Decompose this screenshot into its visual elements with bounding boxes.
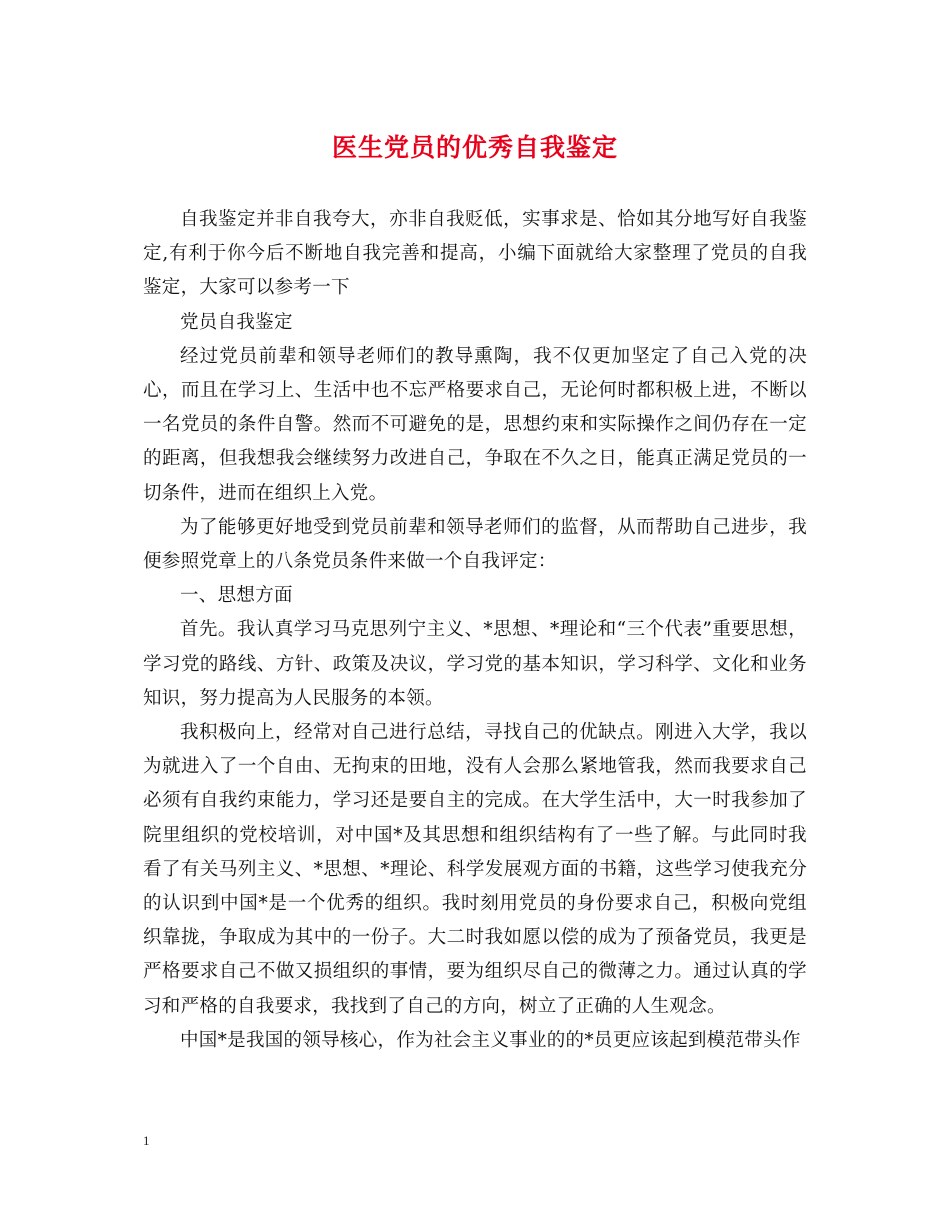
- document-title: 医生党员的优秀自我鉴定: [331, 133, 618, 162]
- paragraph: 我积极向上，经常对自己进行总结，寻找自己的优缺点。刚进入大学，我以为就进入了一个自由、无拘束的田地，没有人会那么紧地管我，然而我要求自己必须有自我约束能力，学习还是要自主的完成。在大学生活中，大一时我参加了院里组织的党校培训，对中国*及其思想和组织结构有了一些了解。与此同时我看了有关马列主义、*思想、*理论、科学发展观方面的书籍，这些学习使我充分的认识到中国*是一个优秀的组织。我时刻用党员的身份要求自己，积极向党组织靠拢，争取成为其中的一份子。大二时我如愿以偿的成为了预备党员，我更是严格要求自己不做又损组织的事情，要为组织尽自己的微薄之力。通过认真的学习和严格的自我要求，我找到了自己的方向，树立了正确的人生观念。: [143, 722, 807, 1017]
- section-heading: 党员自我鉴定: [180, 311, 293, 333]
- paragraph: 首先。我认真学习马克思列宁主义、*思想、*理论和“三个代表”重要思想，学习党的路线、方针、政策及决议，学习党的基本知识，学习科学、文化和业务知识，努力提高为人民服务的本领。: [143, 619, 807, 709]
- paragraph: 为了能够更好地受到党员前辈和领导老师们的监督，从而帮助自己进步，我便参照党章上的八条党员条件来做一个自我评定：: [143, 516, 807, 573]
- document-body: [143, 203, 807, 1058]
- section-heading: 一、思想方面: [180, 585, 293, 607]
- paragraph: 中国*是我国的领导核心，作为社会主义事业的的*员更应该起到模范带头作: [180, 1029, 801, 1051]
- paragraph: 经过党员前辈和领导老师们的教导熏陶，我不仅更加坚定了自己入党的决心，而且在学习上、生活中也不忘严格要求自己，无论何时都积极上进，不断以一名党员的条件自警。然而不可避免的是，思想约束和实际操作之间仍存在一定的距离，但我想我会继续努力改进自己，争取在不久之日，能真正满足党员的一切条件，进而在组织上入党。: [143, 345, 807, 504]
- paragraph-intro: 自我鉴定并非自我夸大，亦非自我贬低，实事求是、恰如其分地写好自我鉴定,有利于你今后不断地自我完善和提高，小编下面就给大家整理了党员的自我鉴定，大家可以参考一下: [143, 209, 807, 299]
- page-number: 1: [143, 1133, 150, 1148]
